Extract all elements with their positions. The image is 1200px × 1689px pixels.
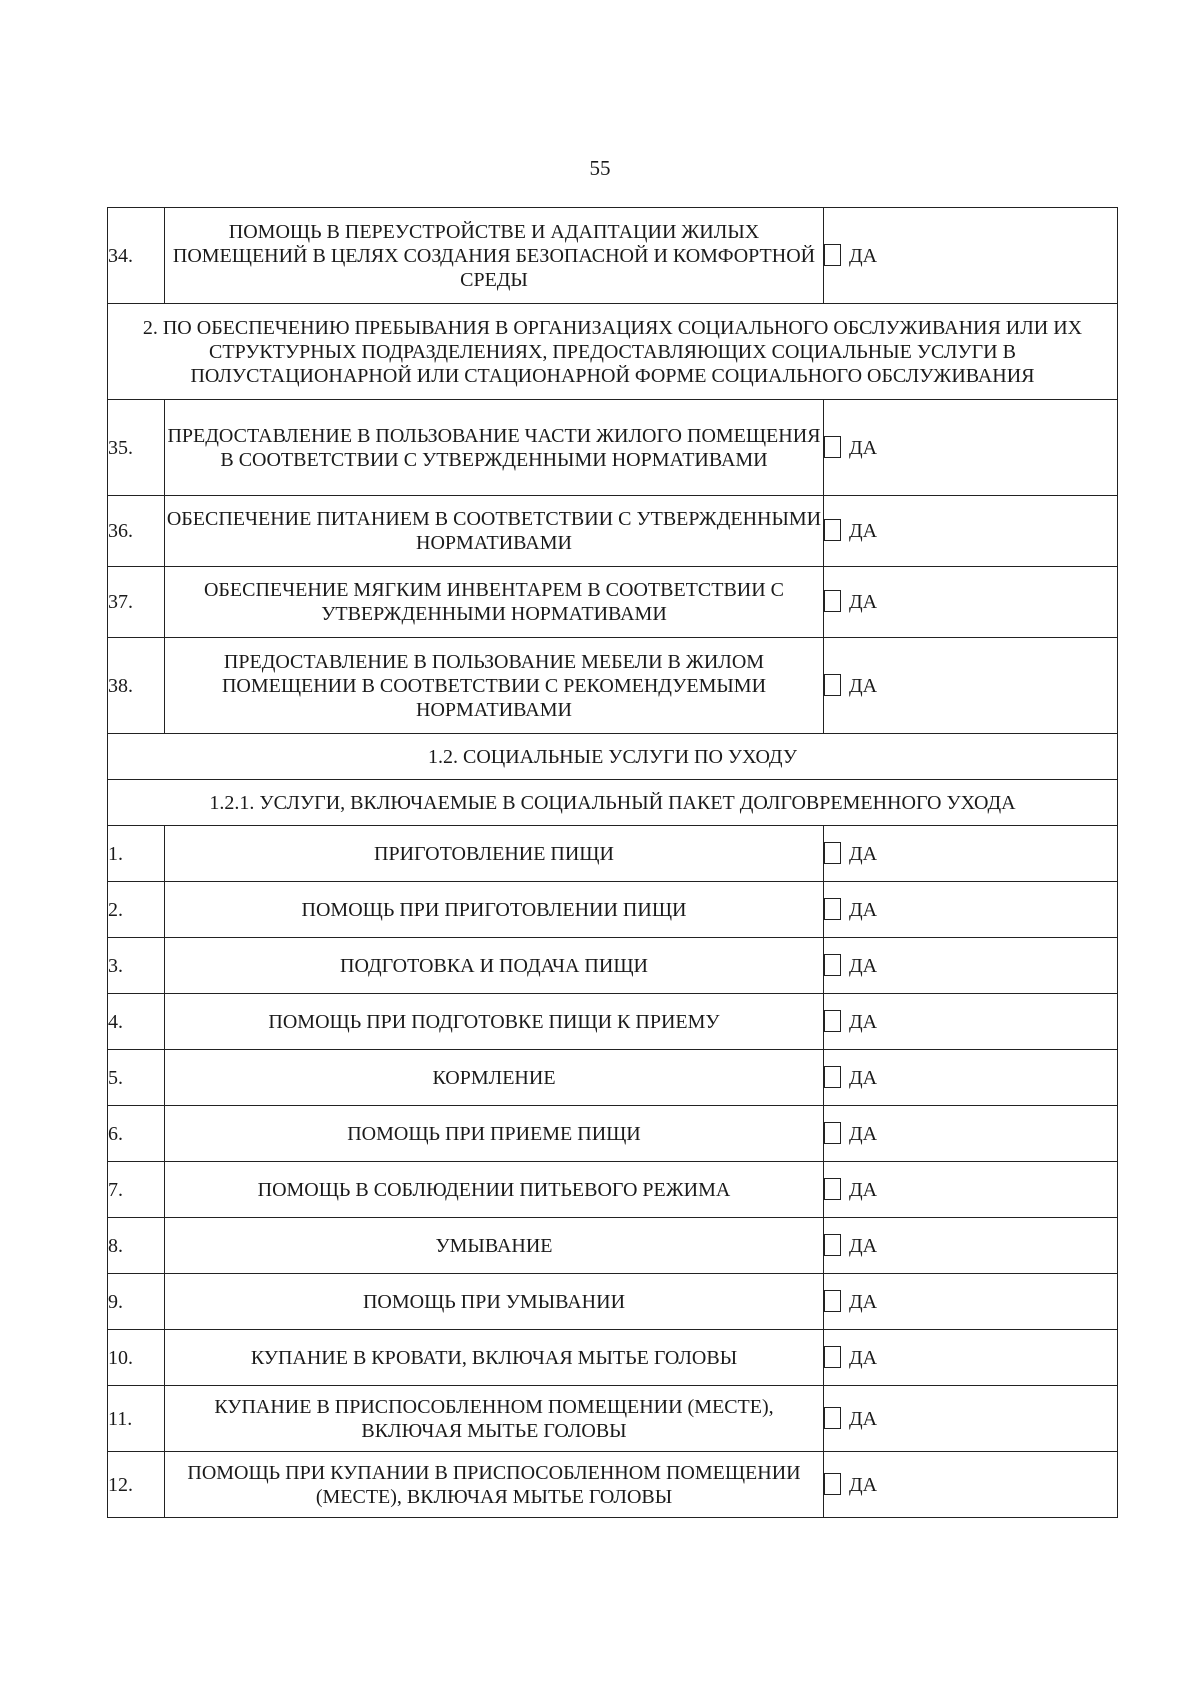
service-name: КУПАНИЕ В ПРИСПОСОБЛЕННОМ ПОМЕЩЕНИИ (МЕСТЕ), ВКЛЮЧАЯ МЫТЬЕ ГОЛОВЫ [165,1386,824,1452]
service-name: КУПАНИЕ В КРОВАТИ, ВКЛЮЧАЯ МЫТЬЕ ГОЛОВЫ [165,1330,824,1386]
service-name: ПОДГОТОВКА И ПОДАЧА ПИЩИ [165,938,824,994]
answer-cell [824,1386,1118,1452]
yes-label: ДА [849,674,878,697]
item-number: 10. [108,1330,165,1386]
item-number: 9. [108,1274,165,1330]
item-number: 34. [108,208,165,304]
answer-cell [824,1106,1118,1162]
item-number: 37. [108,567,165,638]
service-name: ПОМОЩЬ В ПЕРЕУСТРОЙСТВЕ И АДАПТАЦИИ ЖИЛЫХ ПОМЕЩЕНИЙ В ЦЕЛЯХ СОЗДАНИЯ БЕЗОПАСНОЙ И КОМФОРТНОЙ СРЕДЫ [165,208,824,304]
item-number: 8. [108,1218,165,1274]
service-name: ПОМОЩЬ ПРИ ПРИЕМЕ ПИЩИ [165,1106,824,1162]
item-number: 36. [108,496,165,567]
yes-checkbox[interactable] [824,1234,841,1256]
answer-cell [824,1330,1118,1386]
item-number: 7. [108,1162,165,1218]
yes-checkbox[interactable] [824,1473,841,1495]
services-table [107,207,1118,1518]
table-row [108,826,1118,882]
yes-checkbox[interactable] [824,1290,841,1312]
yes-label: ДА [849,1290,878,1313]
service-name: ПОМОЩЬ В СОБЛЮДЕНИИ ПИТЬЕВОГО РЕЖИМА [165,1162,824,1218]
yes-label: ДА [849,1010,878,1033]
yes-label: ДА [849,1473,878,1496]
answer-cell [824,400,1118,496]
table-row [108,400,1118,496]
table-row [108,1106,1118,1162]
answer-cell [824,496,1118,567]
section-header-text: 1.2. СОЦИАЛЬНЫЕ УСЛУГИ ПО УХОДУ [108,734,1118,780]
service-name: ПРЕДОСТАВЛЕНИЕ В ПОЛЬЗОВАНИЕ МЕБЕЛИ В ЖИЛОМ ПОМЕЩЕНИИ В СООТВЕТСТВИИ С РЕКОМЕНДУЕМЫМИ НОРМАТИВАМИ [165,638,824,734]
yes-checkbox[interactable] [824,519,841,541]
yes-label: ДА [849,1407,878,1430]
page-number: 55 [589,156,611,180]
answer-cell [824,826,1118,882]
yes-label: ДА [849,1066,878,1089]
yes-checkbox[interactable] [824,898,841,920]
table-row [108,1274,1118,1330]
table-row [108,1162,1118,1218]
yes-checkbox[interactable] [824,1178,841,1200]
table-row [108,938,1118,994]
service-name: КОРМЛЕНИЕ [165,1050,824,1106]
yes-label: ДА [849,244,878,267]
yes-checkbox[interactable] [824,590,841,612]
yes-label: ДА [849,1122,878,1145]
section-header-row [108,304,1118,400]
answer-cell [824,638,1118,734]
yes-label: ДА [849,591,878,613]
yes-label: ДА [849,520,878,542]
yes-checkbox[interactable] [824,674,841,696]
yes-checkbox[interactable] [824,1346,841,1368]
section-header-text: 1.2.1. УСЛУГИ, ВКЛЮЧАЕМЫЕ В СОЦИАЛЬНЫЙ ПАКЕТ ДОЛГОВРЕМЕННОГО УХОДА [108,780,1118,826]
yes-checkbox[interactable] [824,1122,841,1144]
service-name: ПОМОЩЬ ПРИ ПРИГОТОВЛЕНИИ ПИЩИ [165,882,824,938]
yes-label: ДА [849,954,878,977]
yes-label: ДА [849,898,878,921]
service-name: УМЫВАНИЕ [165,1218,824,1274]
table-row [108,496,1118,567]
yes-checkbox[interactable] [824,954,841,976]
answer-cell [824,1050,1118,1106]
table-row [108,1050,1118,1106]
item-number: 3. [108,938,165,994]
answer-cell [824,567,1118,638]
yes-checkbox[interactable] [824,1010,841,1032]
service-name: ПРЕДОСТАВЛЕНИЕ В ПОЛЬЗОВАНИЕ ЧАСТИ ЖИЛОГО ПОМЕЩЕНИЯ В СООТВЕТСТВИИ С УТВЕРЖДЕННЫМИ НОРМАТИВАМИ [165,400,824,496]
item-number: 12. [108,1452,165,1518]
item-number: 6. [108,1106,165,1162]
yes-label: ДА [849,1234,878,1257]
yes-label: ДА [849,436,878,459]
item-number: 4. [108,994,165,1050]
yes-checkbox[interactable] [824,1066,841,1088]
answer-cell [824,208,1118,304]
item-number: 11. [108,1386,165,1452]
answer-cell [824,1218,1118,1274]
answer-cell [824,1162,1118,1218]
table-row [108,567,1118,638]
answer-cell [824,882,1118,938]
yes-checkbox[interactable] [824,244,841,266]
item-number: 38. [108,638,165,734]
service-name: ПОМОЩЬ ПРИ КУПАНИИ В ПРИСПОСОБЛЕННОМ ПОМЕЩЕНИИ (МЕСТЕ), ВКЛЮЧАЯ МЫТЬЕ ГОЛОВЫ [165,1452,824,1518]
service-name: ПОМОЩЬ ПРИ ПОДГОТОВКЕ ПИЩИ К ПРИЕМУ [165,994,824,1050]
table-row [108,638,1118,734]
service-name: ОБЕСПЕЧЕНИЕ МЯГКИМ ИНВЕНТАРЕМ В СООТВЕТСТВИИ С УТВЕРЖДЕННЫМИ НОРМАТИВАМИ [165,567,824,638]
table-row [108,882,1118,938]
item-number: 5. [108,1050,165,1106]
service-name: ПОМОЩЬ ПРИ УМЫВАНИИ [165,1274,824,1330]
item-number: 1. [108,826,165,882]
answer-cell [824,938,1118,994]
yes-checkbox[interactable] [824,842,841,864]
section-header-row [108,734,1118,780]
answer-cell [824,994,1118,1050]
yes-checkbox[interactable] [824,436,841,458]
table-row [108,1218,1118,1274]
section-header-row [108,780,1118,826]
answer-cell [824,1274,1118,1330]
yes-label: ДА [849,842,878,865]
yes-label: ДА [849,1346,878,1369]
table-row [108,208,1118,304]
section-header-text: 2. ПО ОБЕСПЕЧЕНИЮ ПРЕБЫВАНИЯ В ОРГАНИЗАЦИЯХ СОЦИАЛЬНОГО ОБСЛУЖИВАНИЯ ИЛИ ИХ СТРУКТУРНЫХ ПОДРАЗДЕЛЕНИЯХ, ПРЕДОСТАВЛЯЮЩИХ СОЦИАЛЬНЫЕ УСЛУГИ В ПОЛУСТАЦИОНАРНОЙ ИЛИ СТАЦИОНАРНОЙ ФОРМЕ СОЦИАЛЬНОГО ОБСЛУЖИВАНИЯ [108,304,1118,400]
item-number: 2. [108,882,165,938]
table-row [108,1452,1118,1518]
service-name: ПРИГОТОВЛЕНИЕ ПИЩИ [165,826,824,882]
yes-checkbox[interactable] [824,1407,841,1429]
service-name: ОБЕСПЕЧЕНИЕ ПИТАНИЕМ В СООТВЕТСТВИИ С УТВЕРЖДЕННЫМИ НОРМАТИВАМИ [165,496,824,567]
answer-cell [824,1452,1118,1518]
item-number: 35. [108,400,165,496]
table-row [108,994,1118,1050]
table-row [108,1330,1118,1386]
table-row [108,1386,1118,1452]
services-table-body [108,208,1118,1518]
yes-label: ДА [849,1178,878,1201]
